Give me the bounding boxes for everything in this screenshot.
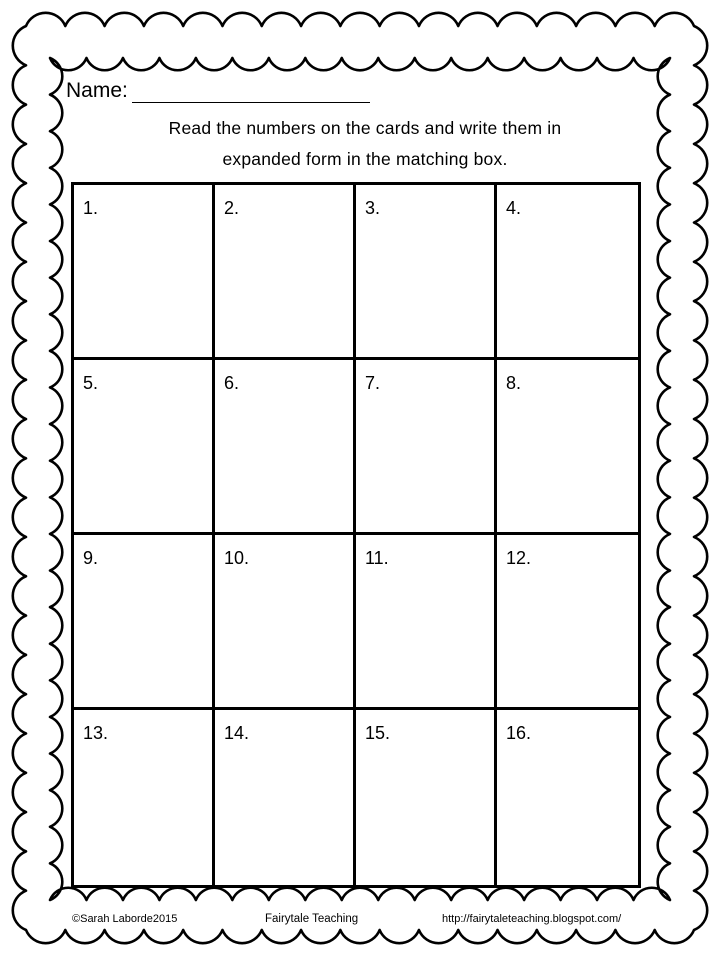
blog-url: http://fairytaleteaching.blogspot.com/ bbox=[442, 913, 622, 925]
answer-box-2[interactable] bbox=[215, 185, 356, 360]
name-row bbox=[66, 76, 370, 103]
answer-box-15[interactable] bbox=[356, 710, 497, 885]
box-number: 12. bbox=[506, 548, 532, 568]
box-number: 2. bbox=[224, 198, 240, 218]
answer-grid bbox=[71, 182, 641, 888]
box-number: 13. bbox=[83, 723, 109, 743]
answer-box-12[interactable] bbox=[497, 535, 638, 710]
answer-box-14[interactable] bbox=[215, 710, 356, 885]
box-number: 10. bbox=[224, 548, 250, 568]
box-number: 9. bbox=[83, 548, 99, 568]
answer-box-5[interactable] bbox=[74, 360, 215, 535]
answer-box-16[interactable] bbox=[497, 710, 638, 885]
instructions-line-1: Read the numbers on the cards and write them in bbox=[168, 118, 562, 138]
answer-box-6[interactable] bbox=[215, 360, 356, 535]
box-number: 1. bbox=[83, 198, 99, 218]
box-number: 4. bbox=[506, 198, 522, 218]
answer-box-9[interactable] bbox=[74, 535, 215, 710]
answer-box-4[interactable] bbox=[497, 185, 638, 360]
copyright-text: ©Sarah Laborde2015 bbox=[72, 913, 178, 925]
answer-box-11[interactable] bbox=[356, 535, 497, 710]
answer-box-1[interactable] bbox=[74, 185, 215, 360]
answer-box-8[interactable] bbox=[497, 360, 638, 535]
brand-text: Fairytale Teaching bbox=[265, 913, 359, 925]
name-label: Name: bbox=[66, 79, 128, 102]
box-number: 8. bbox=[506, 373, 522, 393]
box-number: 16. bbox=[506, 723, 532, 743]
instructions bbox=[100, 113, 630, 175]
answer-box-10[interactable] bbox=[215, 535, 356, 710]
box-number: 5. bbox=[83, 373, 99, 393]
name-field[interactable] bbox=[132, 76, 370, 103]
answer-box-3[interactable] bbox=[356, 185, 497, 360]
box-number: 3. bbox=[365, 198, 381, 218]
box-number: 15. bbox=[365, 723, 391, 743]
answer-box-13[interactable] bbox=[74, 710, 215, 885]
box-number: 11. bbox=[365, 548, 389, 568]
box-number: 6. bbox=[224, 373, 240, 393]
answer-box-7[interactable] bbox=[356, 360, 497, 535]
box-number: 14. bbox=[224, 723, 250, 743]
box-number: 7. bbox=[365, 373, 381, 393]
instructions-line-2: expanded form in the matching box. bbox=[222, 149, 508, 169]
